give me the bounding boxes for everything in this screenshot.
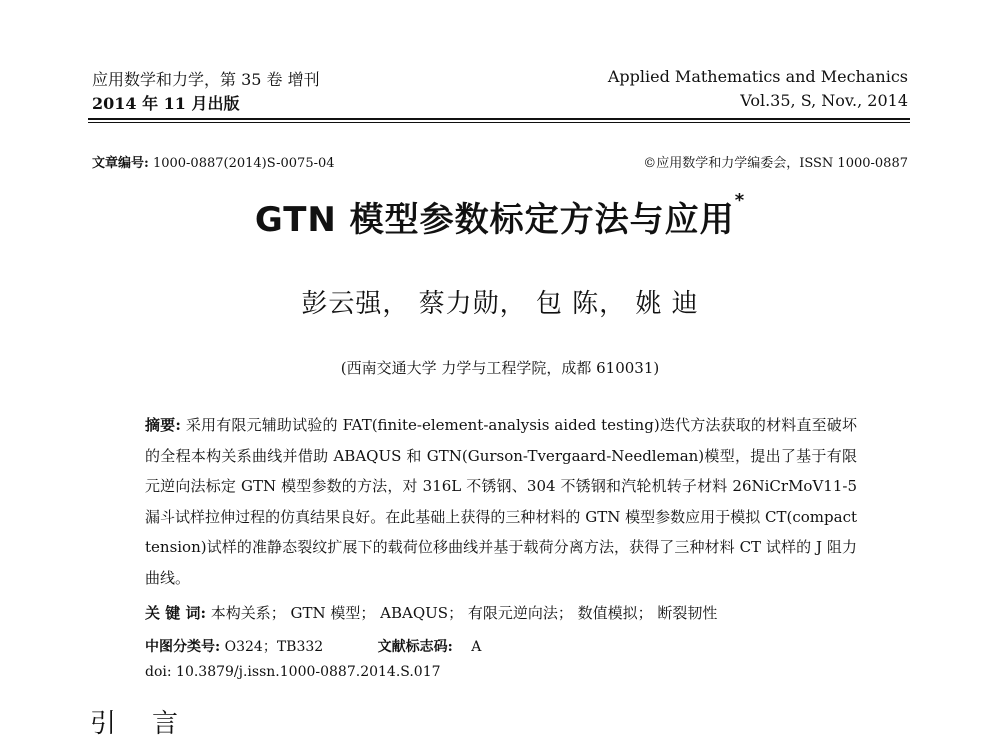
article-number: [92, 152, 335, 171]
abstract-text: 采用有限元辅助试验的 FAT(finite-element-analysis aided testing)迭代方法获取的材料直至破坏的全程本构关系曲线并借助 ABAQUS 和 GTN(Gurson-Tvergaard-Needleman)模型，提出了基于有限元逆向法标定 GTN 模型参数的方法，对 316L 不锈钢、304 不锈钢和汽轮机转子材料 26NiCrMoV11-5 漏斗试样拉伸过程的仿真结果良好。在此基础上获得的三种材料的 GTN 模型参数应用于模拟 CT(compact tension)试样的准静态裂纹扩展下的载荷位移曲线并基于载荷分离方法，获得了三种材料 CT 试样的 J 阻力曲线。: [145, 416, 857, 587]
doc-code-label: 文献标志码:: [377, 639, 453, 655]
affiliation: (西南交通大学 力学与工程学院，成都 610031): [340, 359, 660, 377]
abstract-label: 摘要:: [145, 416, 181, 434]
doc-code-value: A: [471, 639, 482, 655]
keywords-text: 本构关系； GTN 模型； ABAQUS； 有限元逆向法； 数值模拟； 断裂韧性: [210, 604, 718, 622]
author-list: 彭云强， 蔡力勋， 包 陈， 姚 迪: [301, 289, 699, 319]
classification: [145, 636, 481, 656]
journal-name-cn: 应用数学和力学，第 35 卷 增刊: [92, 70, 320, 89]
doi: doi: 10.3879/j.issn.1000-0887.2014.S.017: [145, 664, 441, 680]
header-rule-thick: [88, 118, 910, 120]
paper-title: [0, 192, 1000, 241]
keywords-label: 关 键 词:: [145, 604, 206, 622]
title-footnote-mark: *: [734, 190, 746, 211]
journal-name-en: Applied Mathematics and Mechanics: [607, 67, 908, 86]
abstract: [145, 410, 857, 593]
keywords: [145, 602, 717, 623]
copyright-issn: ©应用数学和力学编委会，ISSN 1000-0887: [643, 156, 908, 171]
clc-label: 中图分类号:: [145, 639, 221, 655]
clc-value: O324；TB332: [224, 639, 324, 655]
volume-info-en: Vol.35, S, Nov., 2014: [740, 91, 908, 110]
section-heading-introduction: 引言: [90, 709, 215, 739]
article-number-value: 1000-0887(2014)S-0075-04: [152, 156, 335, 171]
paper-title-text: GTN 模型参数标定方法与应用: [254, 200, 735, 240]
header-rule-thin: [88, 122, 910, 123]
article-number-label: 文章编号:: [92, 156, 149, 171]
publish-date-cn: 2014 年 11 月出版: [92, 94, 240, 113]
